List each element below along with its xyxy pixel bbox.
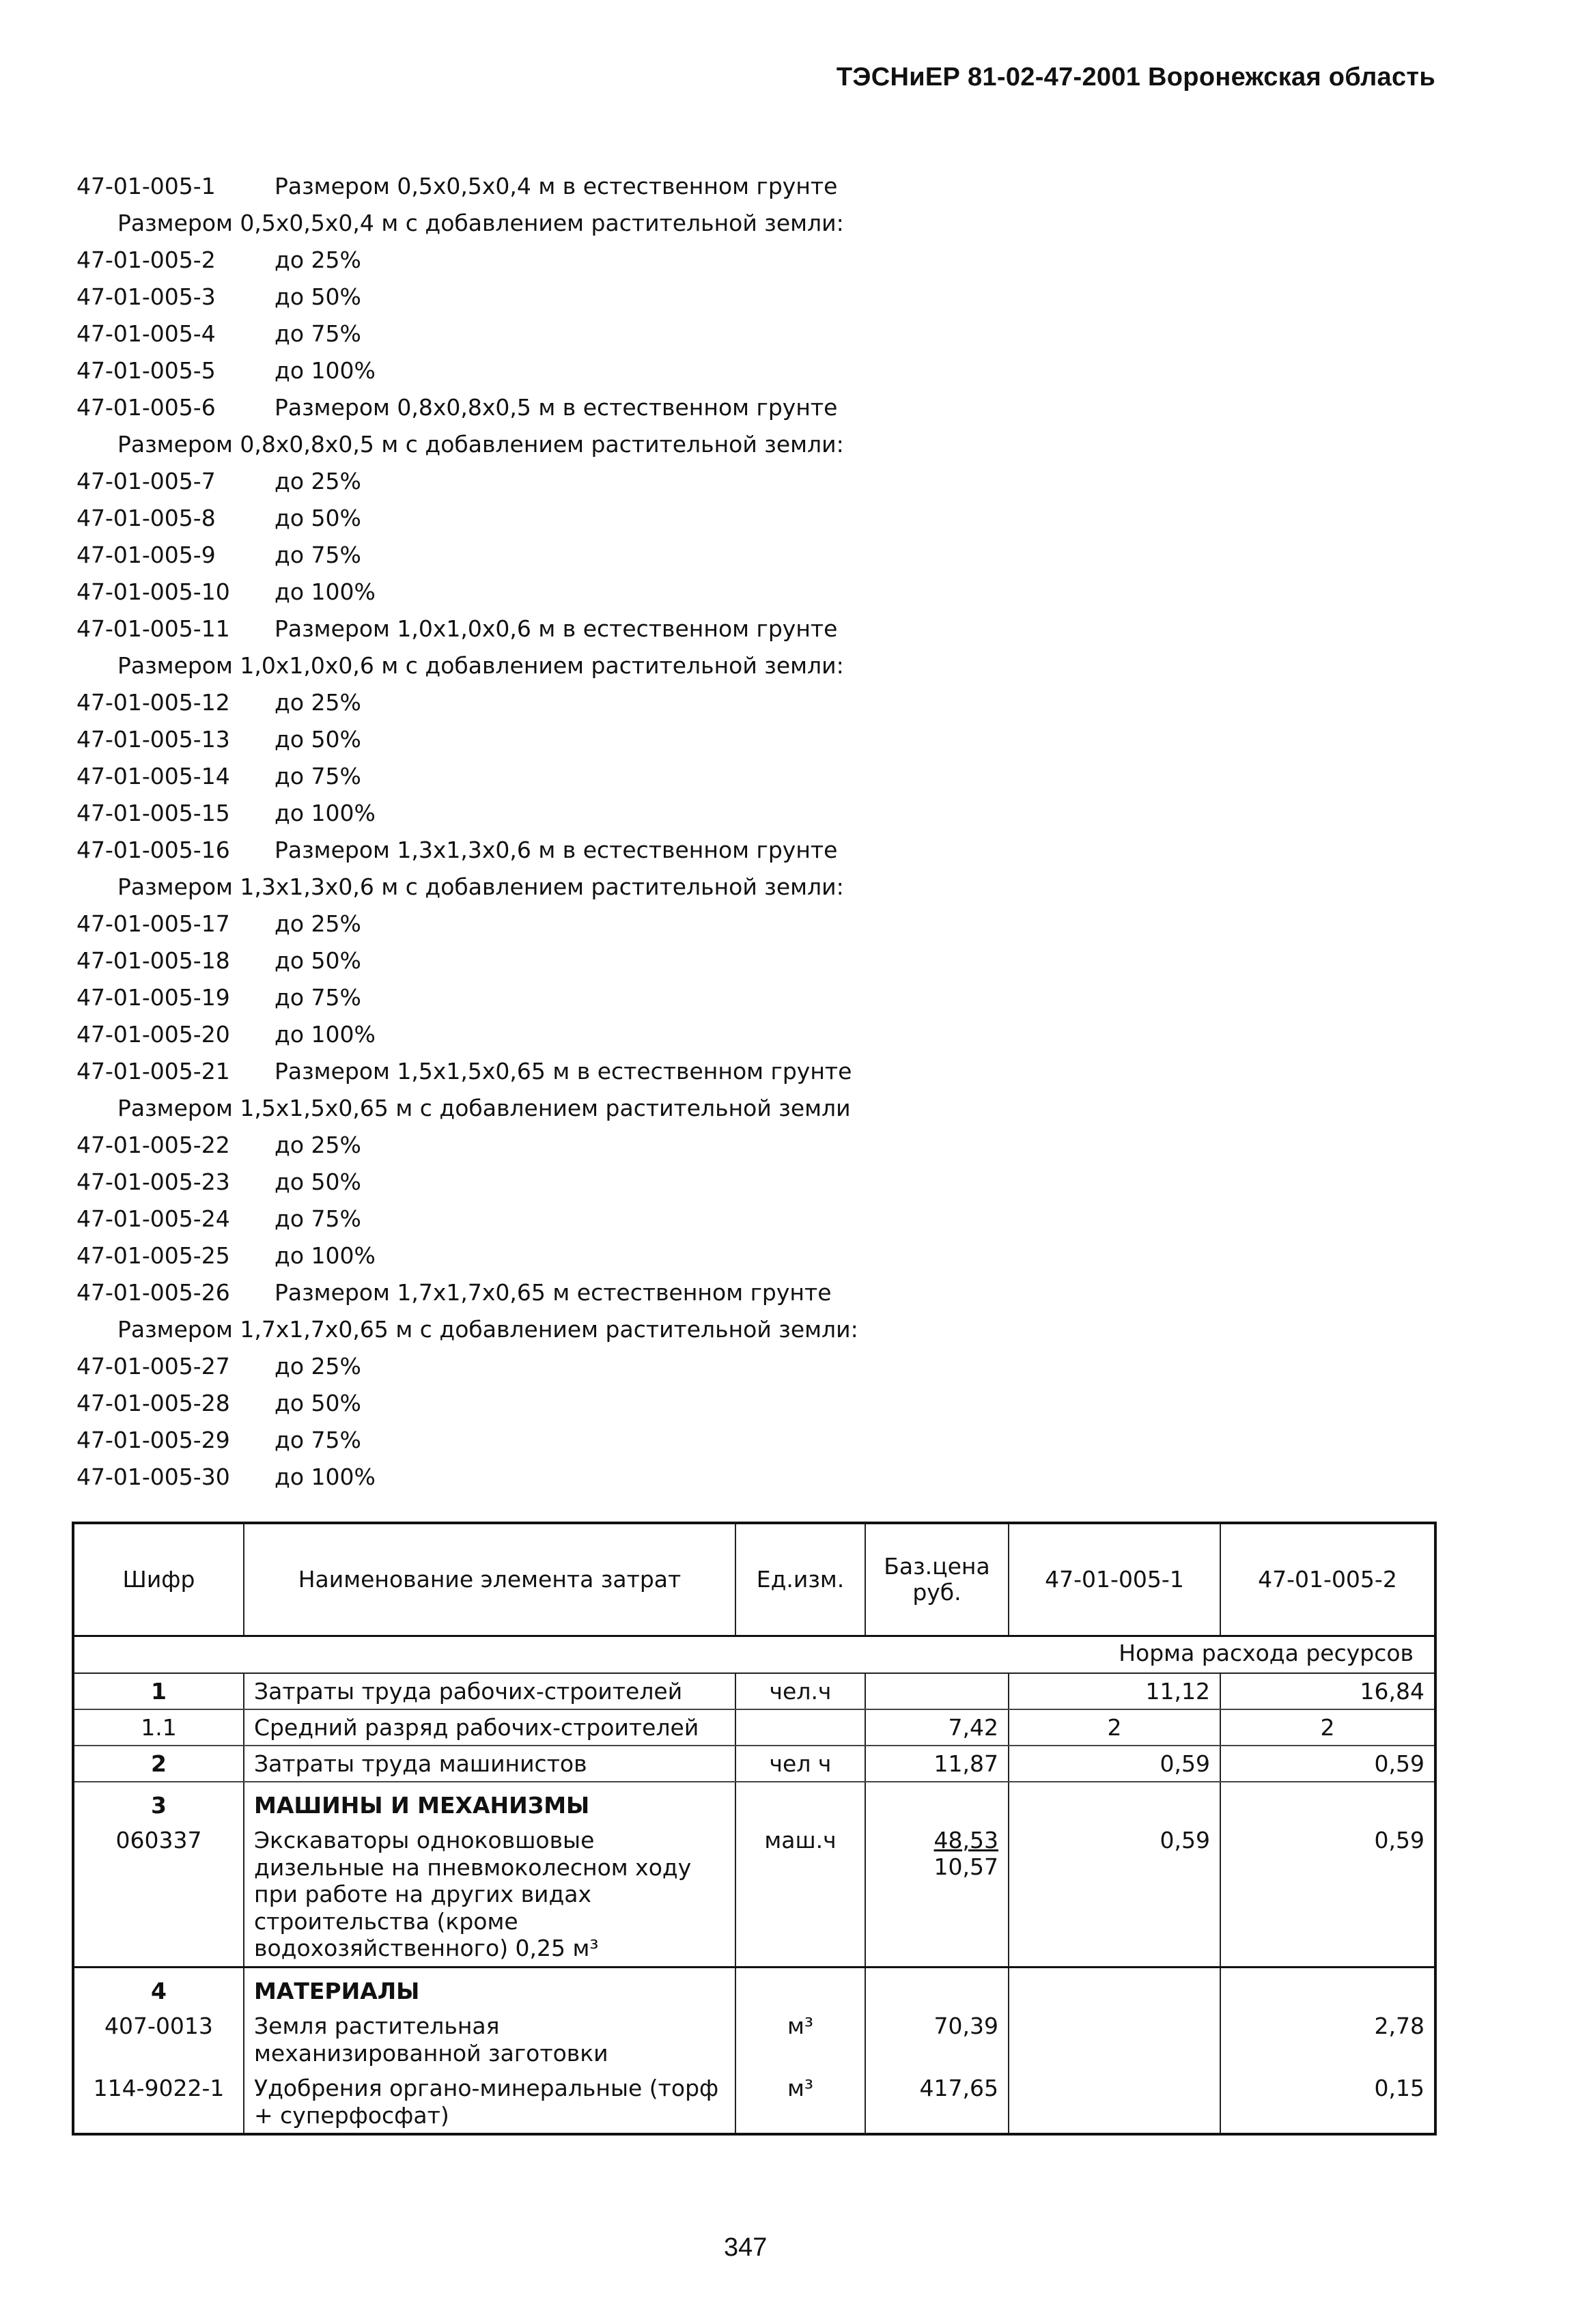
list-item-text: до 100%: [275, 357, 376, 384]
list-item-code: 47-01-005-16: [76, 837, 230, 863]
list-item: [76, 168, 930, 205]
list-item-text: до 75%: [275, 1205, 361, 1232]
resource-code-list: [76, 168, 930, 1496]
list-item-text: до 25%: [275, 1353, 361, 1380]
list-item-text: до 50%: [275, 726, 361, 753]
row-value-1: 11,12: [1009, 1673, 1220, 1709]
list-item-code: 47-01-005-9: [76, 542, 216, 568]
list-item-text: до 25%: [275, 910, 361, 937]
row-value-1: 2: [1009, 1709, 1220, 1746]
list-item-code: 47-01-005-26: [76, 1279, 230, 1306]
list-item-code: 47-01-005-3: [76, 283, 216, 310]
list-item: [76, 463, 930, 500]
list-item-text: до 50%: [275, 1168, 361, 1195]
header-name: Наименование элемента затрат: [244, 1523, 735, 1636]
list-item: [76, 389, 930, 426]
norma-label: Норма расхода ресурсов: [73, 1636, 1435, 1674]
list-item: [76, 942, 930, 979]
list-item-code: 47-01-005-27: [76, 1353, 230, 1380]
list-item: [76, 832, 930, 869]
list-item: [76, 758, 930, 795]
list-item: [76, 1053, 930, 1090]
list-item: [76, 316, 930, 352]
row-name: Земля растительная механизированной заготовки: [244, 2008, 735, 2071]
table-row: [73, 1746, 1435, 1782]
row-price: [865, 1823, 1009, 1967]
list-item-code: 47-01-005-25: [76, 1242, 230, 1269]
page-header-title: ТЭСНиЕР 81-02-47-2001 Воронежская область: [836, 63, 1435, 92]
list-item-code: 47-01-005-7: [76, 468, 216, 494]
row-value-1: 0,59: [1009, 1746, 1220, 1782]
list-item-code: 47-01-005-17: [76, 910, 230, 937]
row-unit: м³: [735, 2071, 865, 2134]
list-item: [76, 1237, 930, 1274]
list-item-code: 47-01-005-20: [76, 1021, 230, 1048]
header-price: [865, 1523, 1009, 1636]
list-item-text: до 50%: [275, 283, 361, 310]
list-item-code: 47-01-005-29: [76, 1427, 230, 1453]
list-item-text: Размером 0,5х0,5х0,4 м в естественном грунте: [275, 173, 838, 199]
list-item: [76, 1385, 930, 1422]
list-subheading: Размером 1,5х1,5х0,65 м с добавлением растительной земли: [117, 1095, 851, 1121]
row-price: 70,39: [865, 2008, 1009, 2071]
list-item-text: до 75%: [275, 542, 361, 568]
header-col2: 47-01-005-2: [1220, 1523, 1435, 1636]
table-row: [73, 1673, 1435, 1709]
list-item: [76, 795, 930, 832]
list-item: [76, 611, 930, 647]
header-unit: Ед.изм.: [735, 1523, 865, 1636]
list-item: [76, 352, 930, 389]
header-col1: 47-01-005-1: [1009, 1523, 1220, 1636]
row-value-2: 0,15: [1220, 2071, 1435, 2134]
list-item-code: 47-01-005-22: [76, 1132, 230, 1158]
section-title: МАШИНЫ И МЕХАНИЗМЫ: [244, 1782, 735, 1823]
list-item: [76, 1459, 930, 1496]
list-item-text: до 25%: [275, 468, 361, 494]
list-item: [76, 1016, 930, 1053]
table-header-row: [73, 1523, 1435, 1636]
row-value-2: 0,59: [1220, 1823, 1435, 1967]
table-row: [73, 2008, 1435, 2071]
list-item-code: 47-01-005-19: [76, 984, 230, 1011]
header-price-line1: Баз.цена: [884, 1553, 990, 1580]
list-item-code: 47-01-005-11: [76, 615, 230, 642]
list-item-text: до 25%: [275, 1132, 361, 1158]
list-item-code: 47-01-005-28: [76, 1390, 230, 1416]
list-item-code: 47-01-005-10: [76, 578, 230, 605]
row-unit: м³: [735, 2008, 865, 2071]
list-item: [76, 574, 930, 611]
list-item: [76, 1348, 930, 1385]
list-subheading: Размером 0,8х0,8х0,5 м с добавлением растительной земли:: [117, 431, 844, 458]
row-name: Затраты труда машинистов: [244, 1746, 735, 1782]
list-item-code: 47-01-005-21: [76, 1058, 230, 1084]
list-item-text: Размером 1,5х1,5х0,65 м в естественном грунте: [275, 1058, 852, 1084]
list-item-text: до 75%: [275, 1427, 361, 1453]
list-item: [76, 1201, 930, 1237]
list-subheading: Размером 1,0х1,0х0,6 м с добавлением растительной земли:: [117, 652, 844, 679]
list-item: [76, 721, 930, 758]
resource-norms-table: [72, 1522, 1437, 2136]
row-code: 407-0013: [73, 2008, 244, 2071]
list-item-text: до 100%: [275, 1464, 376, 1490]
page-number: 347: [724, 2233, 768, 2262]
table-row: [73, 1709, 1435, 1746]
list-item: [76, 684, 930, 721]
row-unit: [735, 1709, 865, 1746]
row-value-1: [1009, 2071, 1220, 2134]
row-value-1: [1009, 2008, 1220, 2071]
row-code: 2: [73, 1746, 244, 1782]
row-value-2: 2,78: [1220, 2008, 1435, 2071]
list-subheading: Размером 1,7х1,7х0,65 м с добавлением растительной земли:: [117, 1316, 858, 1343]
list-item-text: до 75%: [275, 320, 361, 347]
list-item: [76, 279, 930, 316]
list-item: [76, 906, 930, 942]
list-item-code: 47-01-005-4: [76, 320, 216, 347]
row-name: Экскаваторы одноковшовые дизельные на пневмоколесном ходу при работе на других видах строительства (кроме водохозяйственного) 0,25 м³: [244, 1823, 735, 1967]
list-item-code: 47-01-005-18: [76, 947, 230, 974]
list-item-code: 47-01-005-12: [76, 689, 230, 716]
list-item-text: Размером 1,0х1,0х0,6 м в естественном грунте: [275, 615, 838, 642]
list-item-code: 47-01-005-2: [76, 247, 216, 273]
list-item-text: Размером 1,7х1,7х0,65 м естественном грунте: [275, 1279, 832, 1306]
list-item: [76, 537, 930, 574]
list-item-text: до 100%: [275, 1242, 376, 1269]
section-row: [73, 1782, 1435, 1823]
list-item-code: 47-01-005-15: [76, 800, 230, 826]
list-item: [76, 1274, 930, 1311]
row-value-2: 0,59: [1220, 1746, 1435, 1782]
list-item-text: Размером 0,8х0,8х0,5 м в естественном грунте: [275, 394, 838, 421]
list-item-text: до 75%: [275, 984, 361, 1011]
list-subheading: Размером 1,3х1,3х0,6 м с добавлением растительной земли:: [117, 873, 844, 900]
list-item: [76, 1127, 930, 1164]
row-price: 417,65: [865, 2071, 1009, 2134]
list-item-code: 47-01-005-13: [76, 726, 230, 753]
row-code: 114-9022-1: [73, 2071, 244, 2134]
list-item: [76, 979, 930, 1016]
list-item-text: Размером 1,3х1,3х0,6 м в естественном грунте: [275, 837, 838, 863]
list-item: [76, 1164, 930, 1201]
list-item-code: 47-01-005-30: [76, 1464, 230, 1490]
list-item: [76, 1422, 930, 1459]
list-item-code: 47-01-005-8: [76, 505, 216, 531]
row-price: 7,42: [865, 1709, 1009, 1746]
row-value-2: 16,84: [1220, 1673, 1435, 1709]
table-row: [73, 1823, 1435, 1967]
row-name: Средний разряд рабочих-строителей: [244, 1709, 735, 1746]
list-item-code: 47-01-005-24: [76, 1205, 230, 1232]
list-subheading: Размером 0,5х0,5х0,4 м с добавлением растительной земли:: [117, 210, 844, 236]
list-item-text: до 100%: [275, 800, 376, 826]
row-price: 11,87: [865, 1746, 1009, 1782]
section-code: 4: [73, 1967, 244, 2008]
table-row: [73, 2071, 1435, 2134]
row-unit: чел.ч: [735, 1673, 865, 1709]
list-item: [76, 500, 930, 537]
row-value-2: 2: [1220, 1709, 1435, 1746]
list-item-text: до 100%: [275, 578, 376, 605]
list-item-text: до 25%: [275, 247, 361, 273]
header-price-line2: руб.: [912, 1579, 961, 1606]
row-unit: чел ч: [735, 1746, 865, 1782]
list-item-text: до 50%: [275, 1390, 361, 1416]
list-item-code: 47-01-005-5: [76, 357, 216, 384]
list-item-text: до 100%: [275, 1021, 376, 1048]
list-item: [76, 242, 930, 279]
row-code: 1.1: [73, 1709, 244, 1746]
section-title: МАТЕРИАЛЫ: [244, 1967, 735, 2008]
norma-row: [73, 1636, 1435, 1674]
list-item-code: 47-01-005-6: [76, 394, 216, 421]
section-code: 3: [73, 1782, 244, 1823]
row-code: 1: [73, 1673, 244, 1709]
section-row: [73, 1967, 1435, 2008]
row-code: 060337: [73, 1823, 244, 1967]
list-item-code: 47-01-005-23: [76, 1168, 230, 1195]
row-price: [865, 1673, 1009, 1709]
row-unit: маш.ч: [735, 1823, 865, 1967]
list-item-text: до 75%: [275, 763, 361, 789]
row-name: Затраты труда рабочих-строителей: [244, 1673, 735, 1709]
list-item-text: до 50%: [275, 505, 361, 531]
list-item-text: до 25%: [275, 689, 361, 716]
header-code: Шифр: [73, 1523, 244, 1636]
list-item-code: 47-01-005-14: [76, 763, 230, 789]
row-price-top: 48,53: [933, 1827, 998, 1853]
list-item-text: до 50%: [275, 947, 361, 974]
list-item-code: 47-01-005-1: [76, 173, 216, 199]
row-name: Удобрения органо-минеральные (торф + суперфосфат): [244, 2071, 735, 2134]
resource-norms-table-wrapper: [72, 1522, 1434, 2136]
row-value-1: 0,59: [1009, 1823, 1220, 1967]
row-price-bottom: 10,57: [933, 1853, 998, 1880]
